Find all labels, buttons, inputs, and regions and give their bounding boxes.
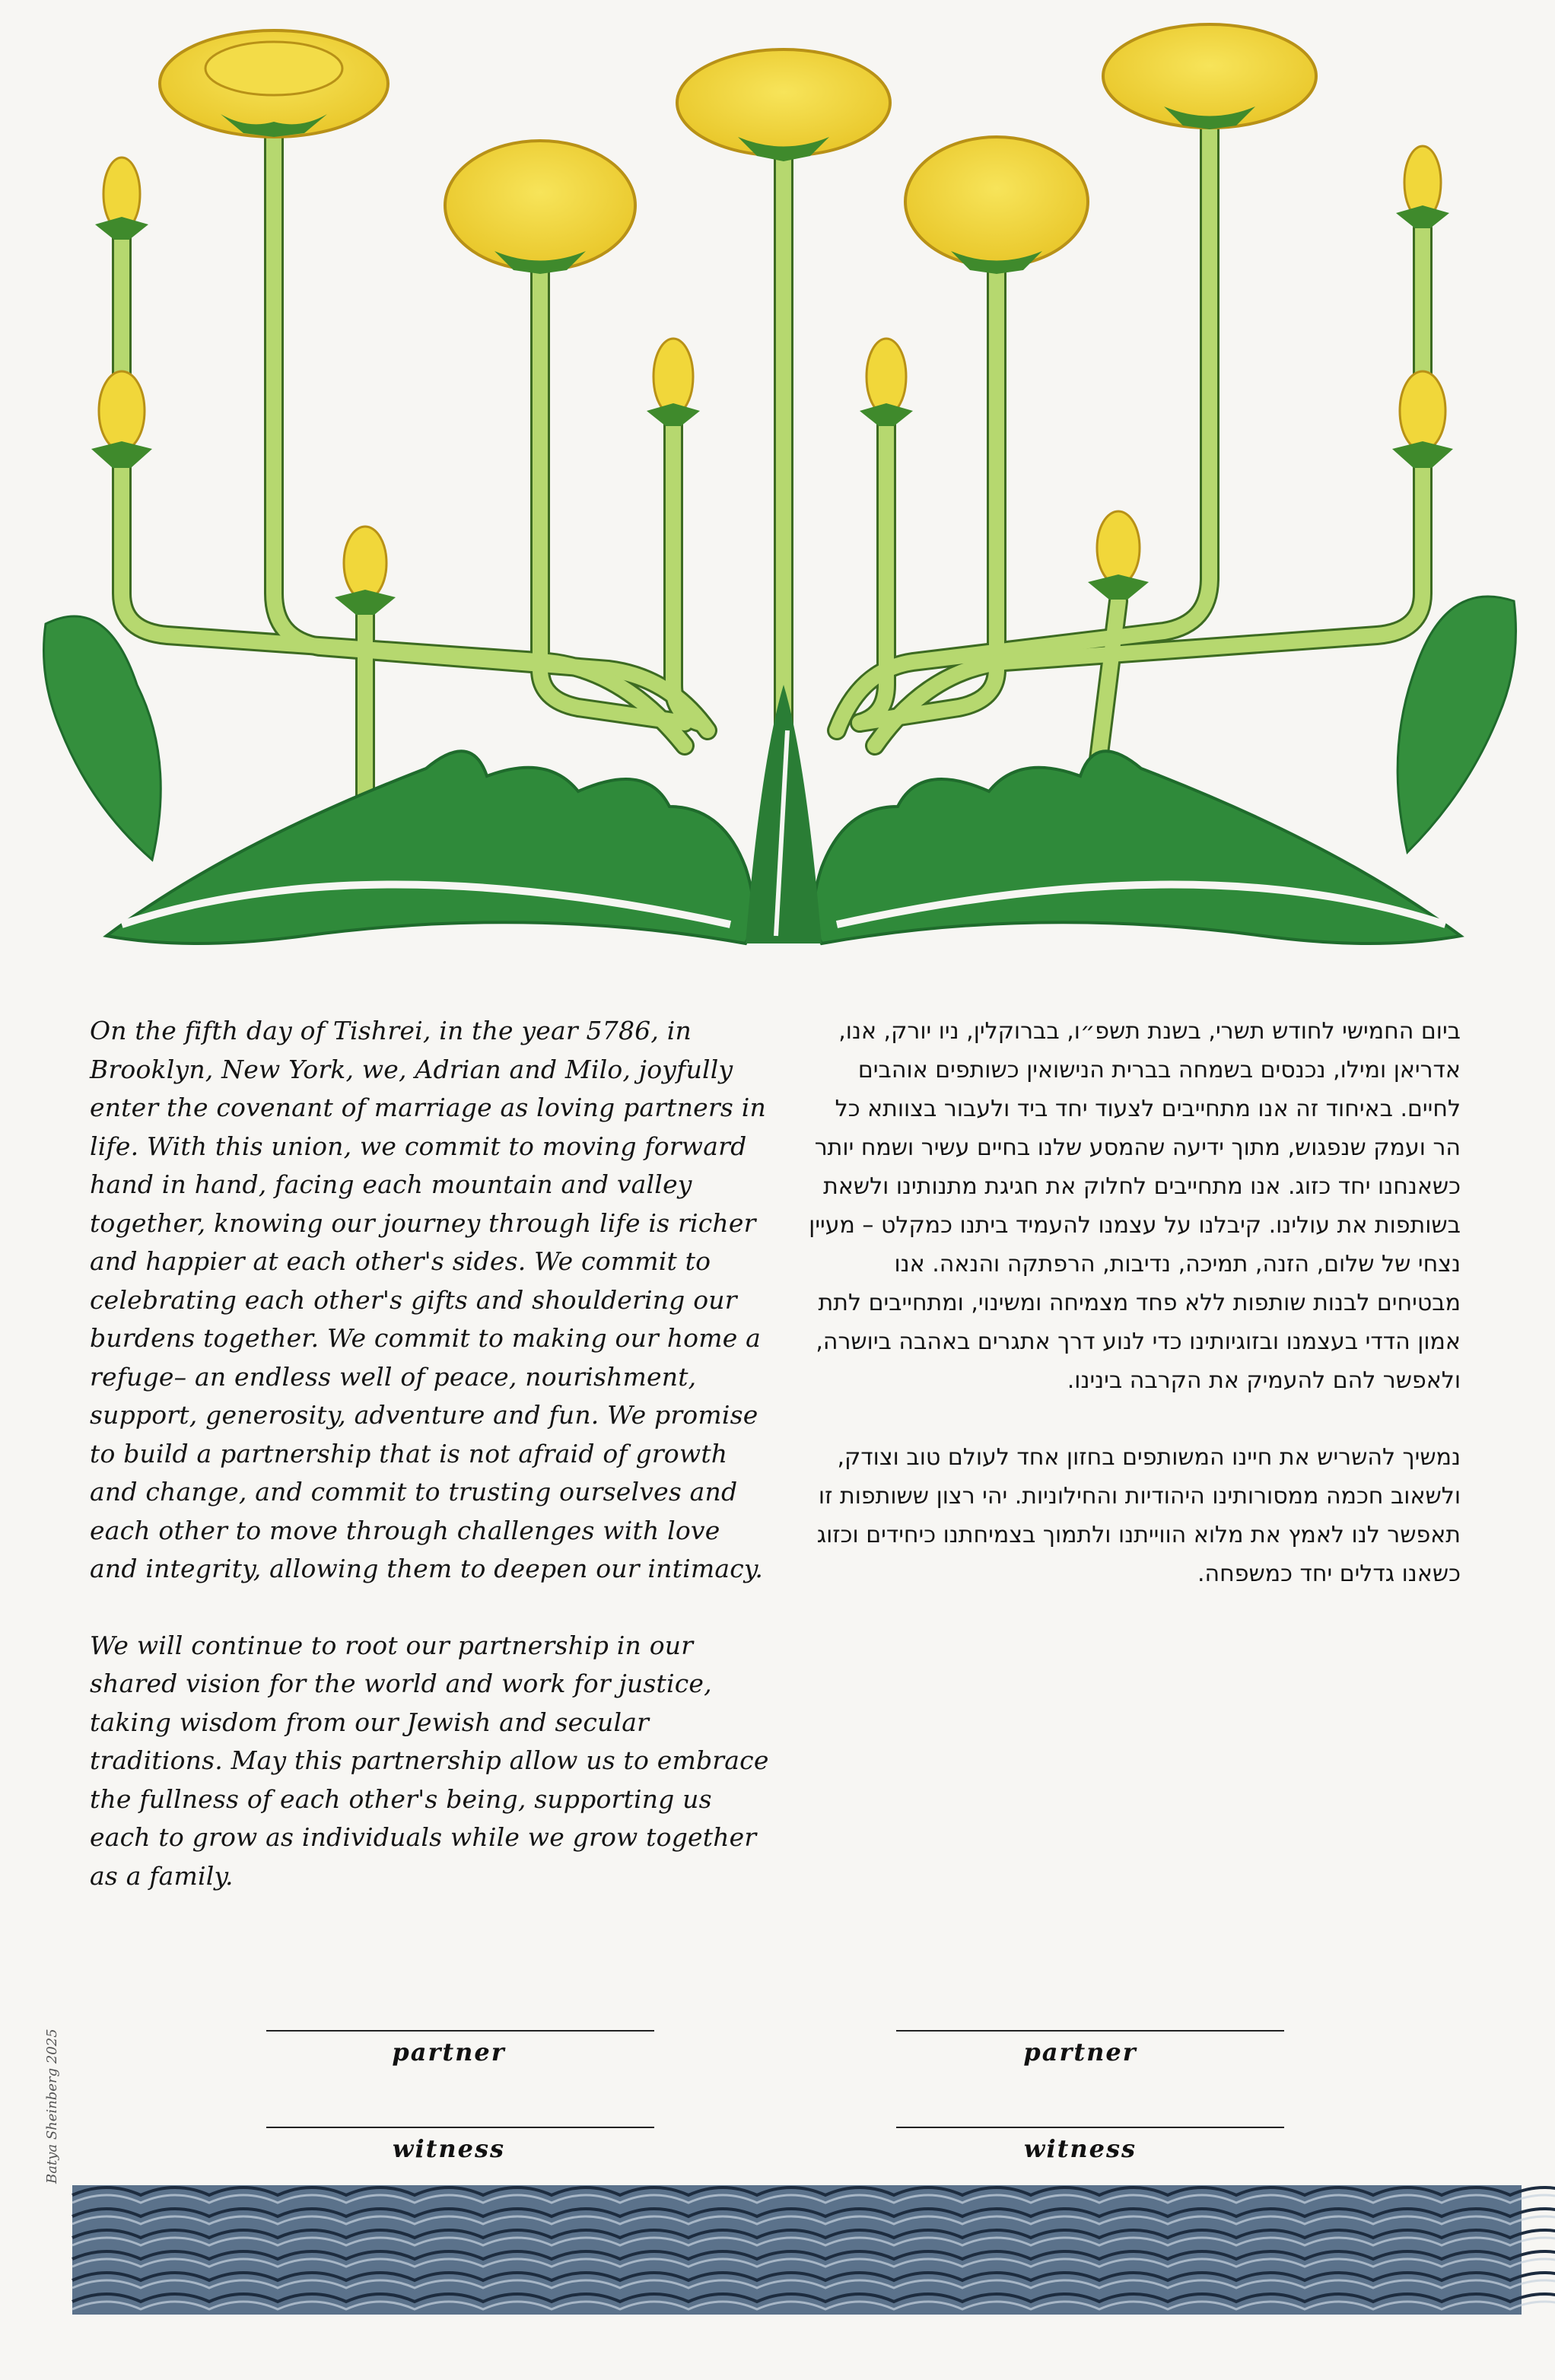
wave-highlight-line [72, 2216, 1555, 2224]
wave-highlight-line [72, 2238, 1555, 2245]
english-vows [90, 1012, 774, 1933]
wave-highlight-line [72, 2280, 1555, 2288]
wave-highlight-line [72, 2195, 1555, 2203]
wave-line [72, 2273, 1555, 2280]
wave-line [72, 2294, 1555, 2302]
partner-signature-line-left[interactable] [266, 2030, 654, 2032]
dandelion-plant-illustration [0, 0, 1555, 989]
wave-highlight-line [72, 2259, 1555, 2267]
dandelion-flower-icon [160, 24, 1316, 274]
wave-line [72, 2209, 1555, 2216]
english-paragraph-2: We will continue to root our partnership in our shared vision for the world and work for justice, taking wisdom from our Jewish and secular traditions. May this partnership allow us to embrace the fullness of each other's being, supporting us each to grow as individuals while we grow together as a family. [90, 1630, 769, 1891]
partner-label-left: partner [392, 2038, 506, 2067]
witness-signature-line-left[interactable] [266, 2127, 654, 2128]
witness-label-left: witness [392, 2134, 506, 2163]
wave-highlight-line [72, 2302, 1555, 2309]
hebrew-vows [806, 1012, 1461, 1631]
english-paragraph-1: On the fifth day of Tishrei, in the year 5786, in Brooklyn, New York, we, Adrian and Milo, joyfully enter the covenant of marriage as loving partners in life. With this union, we commit to moving forward hand in hand, facing each mountain and valley together, knowing our journey through life is richer and happier at each other's sides. We commit to celebrating each other's gifts and shouldering our burdens together. We commit to making our home a refuge– an endless well of peace, nourishment, support, generosity, adventure and fun. We promise to build a partnership that is not afraid of growth and change, and commit to trusting ourselves and each other to move through challenges with love and integrity, allowing them to deepen our intimacy. [90, 1016, 766, 1583]
partner-label-right: partner [1023, 2038, 1137, 2067]
hebrew-paragraph-1: ביום החמישי לחודש תשרי, בשנת תשפ״ו, בברוקלין, ניו יורק, אנו, אדריאן ומילו, נכנסים בשמחה בברית הנישואין כשותפים אוהבים לחיים. באיחוד זה אנו מתחייבים לצעוד יחד ביד ולעבור בצוותא כל הר ועמק שנפגוש, מתוך ידיעה שהמסע שלנו בחיים עשיר ושמח יותר כשאנחנו יחד כזוג. אנו מתחייבים לחלוק את חגיגת מתנותינו ולשאת בשותפות את עולינו. קיבלנו על עצמנו להעמיד ביתנו כמקלט – מעיין נצחי של שלום, הזנה, תמיכה, נדיבות, הרפתקה והנאה. אנו מבטיחים לבנות שותפות ללא פחד מצמיחה ומשינוי, ומתחייבים לתת אמון הדדי בעצמנו ובזוגיותינו כדי לנוע דרך אתגרים באהבה ביושרה, ולאפשר להם להעמיק את הקרבה בינינו. [809, 1018, 1461, 1394]
wave-line [72, 2188, 1555, 2195]
artist-signature: Batya Sheinberg 2025 [44, 2028, 60, 2184]
wave-line [72, 2251, 1555, 2259]
witness-signature-line-right[interactable] [896, 2127, 1284, 2128]
hebrew-paragraph-2: נמשיך להשריש את חיינו המשותפים בחזון אחד לעולם טוב וצודק, ולשאוב חכמה ממסורותינו היהודיות והחילוניות. יהי רצון ששותפות זו תאפשר לנו לאמץ את מלוא הווייתנו ולתמוך בצמיחתנו כיחידים וכזוג כשאנו גדלים יחד כמשפחה. [816, 1444, 1461, 1587]
wave-line [72, 2230, 1555, 2238]
witness-label-right: witness [1023, 2134, 1137, 2163]
dandelion-bud-icon [99, 146, 1445, 600]
partner-signature-line-right[interactable] [896, 2030, 1284, 2032]
